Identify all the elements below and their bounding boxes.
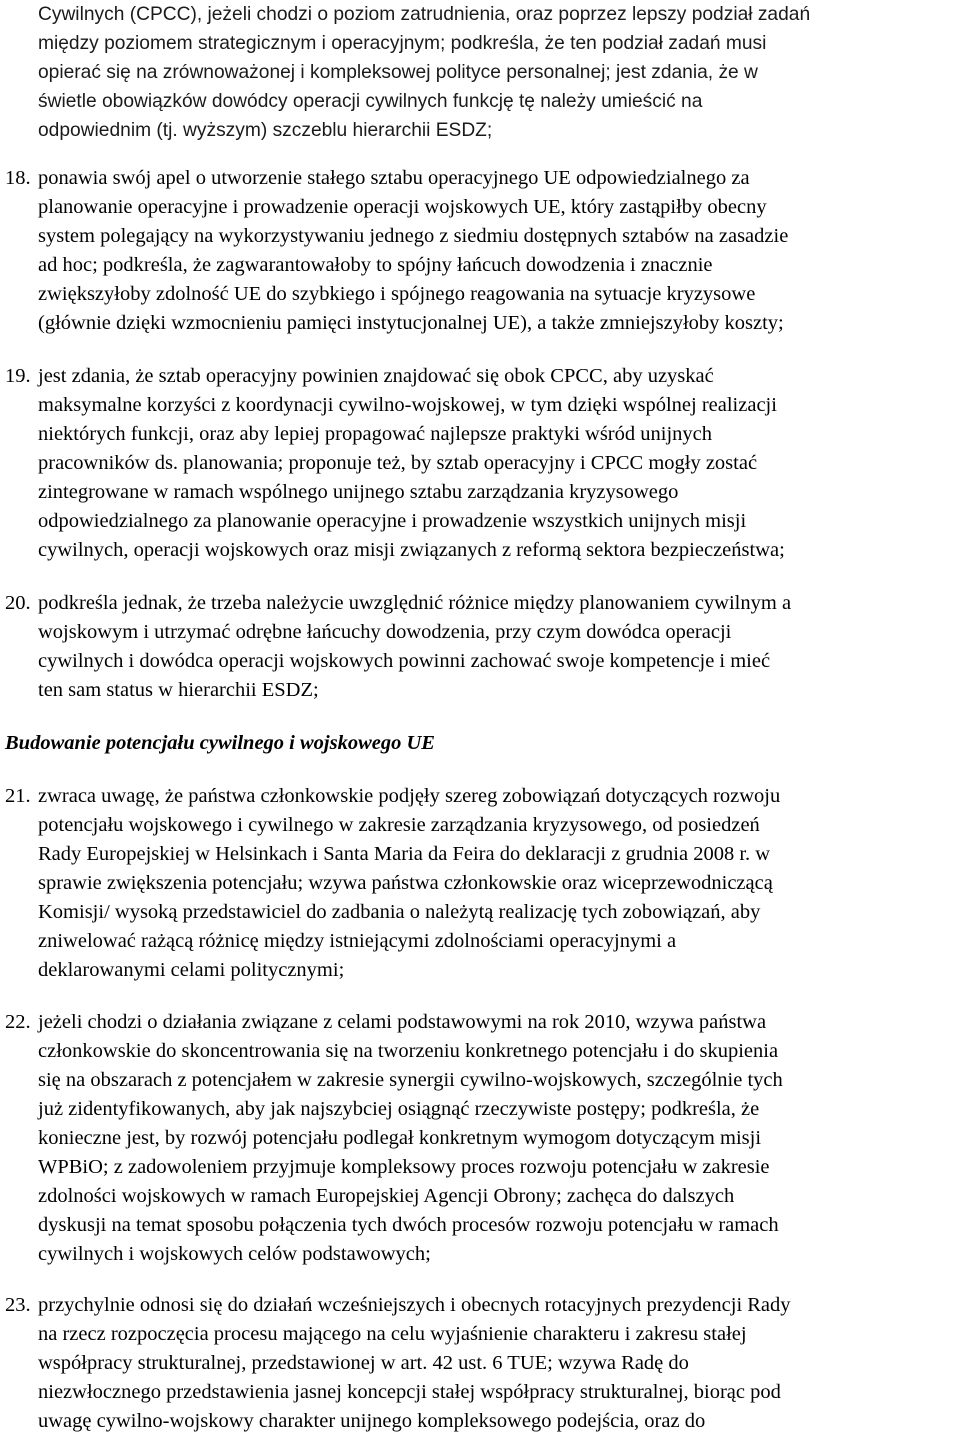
text-line: deklarowanymi celami politycznymi;: [38, 959, 345, 981]
paragraph-number: 19.: [5, 365, 31, 387]
text-line: cywilnych i dowódca operacji wojskowych powinni zachować swoje kompetencje i mieć: [38, 650, 771, 672]
text-line: zintegrowane w ramach wspólnego unijnego sztabu zarządzania kryzysowego: [38, 481, 679, 503]
text-line: Rady Europejskiej w Helsinkach i Santa Maria da Feira do deklaracji z grudnia 2008 r. w: [38, 843, 771, 865]
text-line: odpowiedzialnego za planowanie operacyjne i prowadzenie wszystkich unijnych misji: [38, 510, 747, 532]
text-line: uwagę cywilno-wojskowy charakter unijnego kompleksowego podejścia, oraz do: [38, 1410, 706, 1432]
text-line: ad hoc; podkreśla, że zagwarantowałoby to spójny łańcuch dowodzenia i znacznie: [38, 254, 713, 276]
text-line: planowanie operacyjne i prowadzenie operacji wojskowych UE, który zastąpiłby obecny: [38, 196, 767, 218]
text-line: członkowskie do skoncentrowania się na tworzeniu konkretnego potencjału i do skupienia: [38, 1040, 779, 1062]
paragraph-number: 21.: [5, 785, 31, 807]
text-line: przychylnie odnosi się do działań wcześniejszych i obecnych rotacyjnych prezydencji Rady: [38, 1294, 791, 1316]
text-line: potencjału wojskowego i cywilnego w zakresie zarządzania kryzysowego, od posiedzeń: [38, 814, 760, 836]
paragraph-number: 22.: [5, 1011, 31, 1033]
text-line: się na obszarach z potencjałem w zakresie synergii cywilno-wojskowych, szczególnie tych: [38, 1069, 783, 1091]
text-line: system polegający na wykorzystywaniu jednego z siedmiu dostępnych sztabów na zasadzie: [38, 225, 789, 247]
text-line: konieczne jest, by rozwój potencjału podlegał konkretnym wymogom dotyczącym misji: [38, 1127, 762, 1149]
text-line: już zidentyfikowanych, aby jak najszybciej osiągnąć rzeczywiste postępy; podkreśla, że: [38, 1098, 760, 1120]
text-line: wojskowym i utrzymać odrębne łańcuchy dowodzenia, przy czym dowódca operacji: [38, 621, 732, 643]
section-heading: Budowanie potencjału cywilnego i wojskowego UE: [5, 732, 435, 754]
text-line: jeżeli chodzi o działania związane z celami podstawowymi na rok 2010, wzywa państwa: [38, 1011, 767, 1033]
text-line: Cywilnych (CPCC), jeżeli chodzi o poziom zatrudnienia, oraz poprzez lepszy podział zadań: [38, 4, 811, 25]
text-line: maksymalne korzyści z koordynacji cywilno-wojskowej, w tym dzięki wspólnej realizacji: [38, 394, 777, 416]
text-line: WPBiO; z zadowoleniem przyjmuje kompleksowy proces rozwoju potencjału w zakresie: [38, 1156, 770, 1178]
text-line: Komisji/ wysoką przedstawiciel do zadbania o należytą realizację tych zobowiązań, aby: [38, 901, 761, 923]
text-line: sprawie zwiększenia potencjału; wzywa państwa członkowskie oraz wiceprzewodniczącą: [38, 872, 773, 894]
text-line: świetle obowiązków dowódcy operacji cywilnych funkcję tę należy umieścić na: [38, 91, 703, 112]
text-line: pracowników ds. planowania; proponuje też, by sztab operacyjny i CPCC mogły zostać: [38, 452, 758, 474]
paragraph-number: 18.: [5, 167, 31, 189]
text-line: ten sam status w hierarchii ESDZ;: [38, 679, 319, 701]
text-line: zniwelować rażącą różnicę między istniejącymi zdolnościami operacyjnymi a: [38, 930, 677, 952]
text-line: zwraca uwagę, że państwa członkowskie podjęły szereg zobowiązań dotyczących rozwoju: [38, 785, 781, 807]
text-line: współpracy strukturalnej, przedstawionej w art. 42 ust. 6 TUE; wzywa Radę do: [38, 1352, 689, 1374]
text-line: zdolności wojskowych w ramach Europejskiej Agencji Obrony; zachęca do dalszych: [38, 1185, 735, 1207]
paragraph-number: 20.: [5, 592, 31, 614]
text-line: między poziomem strategicznym i operacyjnym; podkreśla, że ten podział zadań musi: [38, 33, 767, 54]
text-line: zwiększyłoby zdolność UE do szybkiego i spójnego reagowania na sytuacje kryzysowe: [38, 283, 756, 305]
text-line: podkreśla jednak, że trzeba należycie uwzględnić różnice między planowaniem cywilnym a: [38, 592, 792, 614]
text-line: ponawia swój apel o utworzenie stałego sztabu operacyjnego UE odpowiedzialnego za: [38, 167, 750, 189]
text-line: cywilnych, operacji wojskowych oraz misji związanych z reformą sektora bezpieczeństwa;: [38, 539, 785, 561]
text-line: niezwłocznego przedstawienia jasnej koncepcji stałej współpracy strukturalnej, biorąc pod: [38, 1381, 781, 1403]
paragraph-number: 23.: [5, 1294, 31, 1316]
text-line: jest zdania, że sztab operacyjny powinien znajdować się obok CPCC, aby uzyskać: [38, 365, 714, 387]
text-line: niektórych funkcji, oraz aby lepiej propagować najlepsze praktyki wśród unijnych: [38, 423, 712, 445]
text-line: odpowiednim (tj. wyższym) szczeblu hierarchii ESDZ;: [38, 120, 493, 141]
text-line: na rzecz rozpoczęcia procesu mającego na celu wyjaśnienie charakteru i zakresu stałej: [38, 1323, 747, 1345]
text-line: (głównie dzięki wzmocnieniu pamięci instytucjonalnej UE), a także zmniejszyłoby koszty;: [38, 312, 784, 334]
text-line: dyskusji na temat sposobu połączenia tych dwóch procesów rozwoju potencjału w ramach: [38, 1214, 779, 1236]
text-line: opierać się na zrównoważonej i kompleksowej polityce personalnej; jest zdania, że w: [38, 62, 758, 83]
text-line: cywilnych i wojskowych celów podstawowych;: [38, 1243, 431, 1265]
